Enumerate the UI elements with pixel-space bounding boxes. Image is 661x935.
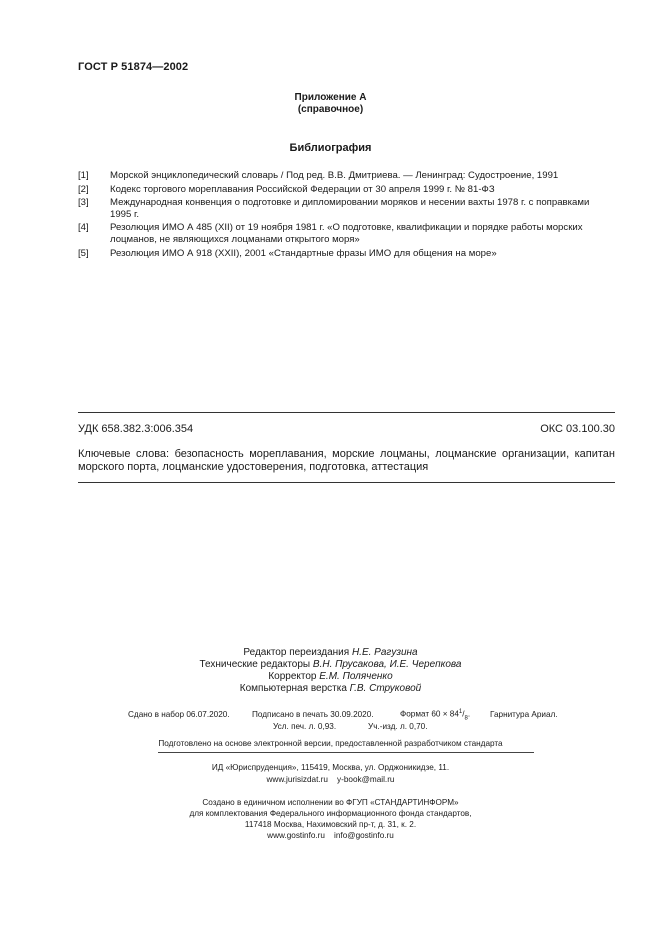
- bibliography-item-number: [5]: [78, 248, 89, 259]
- printer-line: для комплектования Федерального информационного фонда стандартов,: [189, 809, 472, 818]
- appendix-title: Приложение А: [294, 92, 367, 103]
- credit-tech-editors: [0, 659, 661, 672]
- credit-person: Е.М. Поляченко: [319, 671, 393, 682]
- bibliography-item-text: Кодекс торгового мореплавания Российской Федерации от 30 апреля 1999 г. № 81-ФЗ: [110, 184, 495, 195]
- credit-proofreader: [0, 671, 661, 684]
- bibliography-item-number: [4]: [78, 222, 89, 233]
- imprint-format-numerator: 1: [458, 709, 463, 715]
- credit-editor: [0, 647, 661, 660]
- bibliography-item-text: Морской энциклопедический словарь / Под ред. В.В. Дмитриева. — Ленинград: Судостроение, 1991: [110, 170, 559, 181]
- credit-role: Технические редакторы: [199, 659, 311, 670]
- credit-role: Редактор переиздания: [243, 647, 350, 658]
- bibliography-item-number: [3]: [78, 197, 89, 208]
- standard-number: ГОСТ Р 51874—2002: [78, 61, 189, 73]
- printer-address: 117418 Москва, Нахимовский пр-т, д. 31, к. 2.: [244, 820, 417, 829]
- imprint-typeset-date: Сдано в набор 06.07.2020.: [128, 710, 230, 719]
- divider-top: [78, 412, 615, 413]
- credit-role: Корректор: [268, 671, 317, 682]
- bibliography-item-text: Резолюция ИМО А 485 (XII) от 19 ноября 1981 г. «О подготовке, квалификации и порядке работы морских: [110, 222, 583, 233]
- imprint-prepared-note: Подготовлено на основе электронной версии, предоставленной разработчиком стандарта: [158, 739, 503, 748]
- imprint-format-label: Формат 60 × 84: [400, 709, 459, 719]
- bibliography-item: [78, 197, 616, 221]
- credit-role: Компьютерная верстка: [239, 683, 347, 694]
- bibliography-item: [78, 248, 616, 260]
- keywords-line: морского порта, лоцманские удостоверения, подготовка, аттестация: [78, 461, 429, 473]
- keywords-line: Ключевые слова: безопасность мореплавания, морские лоцманы, лоцманские организации, капитан: [78, 448, 615, 460]
- bibliography-item-text: лоцманов, не являющихся лоцманами открытого моря»: [110, 234, 360, 245]
- bibliography-item-number: [1]: [78, 170, 89, 181]
- credit-person: Н.Е. Рагузина: [351, 647, 418, 658]
- bibliography-item: [78, 222, 616, 246]
- bibliography-title: Библиография: [289, 142, 372, 154]
- bibliography-item: [78, 170, 616, 182]
- bibliography-item-text: Резолюция ИМО А 918 (XXII), 2001 «Стандартные фразы ИМО для общения на море»: [110, 248, 497, 259]
- credit-person: Г.В. Струковой: [349, 683, 422, 694]
- bibliography-item-number: [2]: [78, 184, 89, 195]
- publisher-address: ИД «Юриспруденция», 115419, Москва, ул. Орджоникидзе, 11.: [211, 763, 450, 772]
- printer-line: Создано в единичном исполнении во ФГУП «СТАНДАРТИНФОРМ»: [202, 798, 459, 807]
- imprint-font: Гарнитура Ариал.: [490, 710, 558, 719]
- publisher-web: www.jurisizdat.ru y-book@mail.ru: [266, 775, 395, 784]
- printer-web: www.gostinfo.ru info@gostinfo.ru: [267, 831, 394, 840]
- oks-code: ОКС 03.100.30: [540, 423, 615, 435]
- imprint-divider: [158, 752, 534, 753]
- credit-person: В.Н. Прусакова, И.Е. Черепкова: [312, 659, 462, 670]
- bibliography-item-text: 1995 г.: [110, 209, 140, 220]
- bibliography-item: [78, 184, 616, 196]
- credit-layout: [0, 683, 661, 696]
- udk-code: УДК 658.382.3:006.354: [78, 423, 194, 435]
- imprint-print-date: Подписано в печать 30.09.2020.: [252, 710, 374, 719]
- imprint-format: Формат $60 \times 84^1/_8$.: [400, 709, 471, 722]
- imprint-edit-sheets: Уч.-изд. л. 0,70.: [368, 722, 428, 731]
- bibliography-item-text: Международная конвенция о подготовке и дипломировании моряков и несении вахты 1978 г. с поправками: [110, 197, 590, 208]
- imprint-print-sheets: Усл. печ. л. 0,93.: [273, 722, 337, 731]
- keywords: [78, 448, 615, 474]
- divider-bottom: [78, 482, 615, 483]
- imprint-format-denominator: 8: [464, 715, 468, 722]
- appendix-subtitle: (справочное): [297, 104, 364, 115]
